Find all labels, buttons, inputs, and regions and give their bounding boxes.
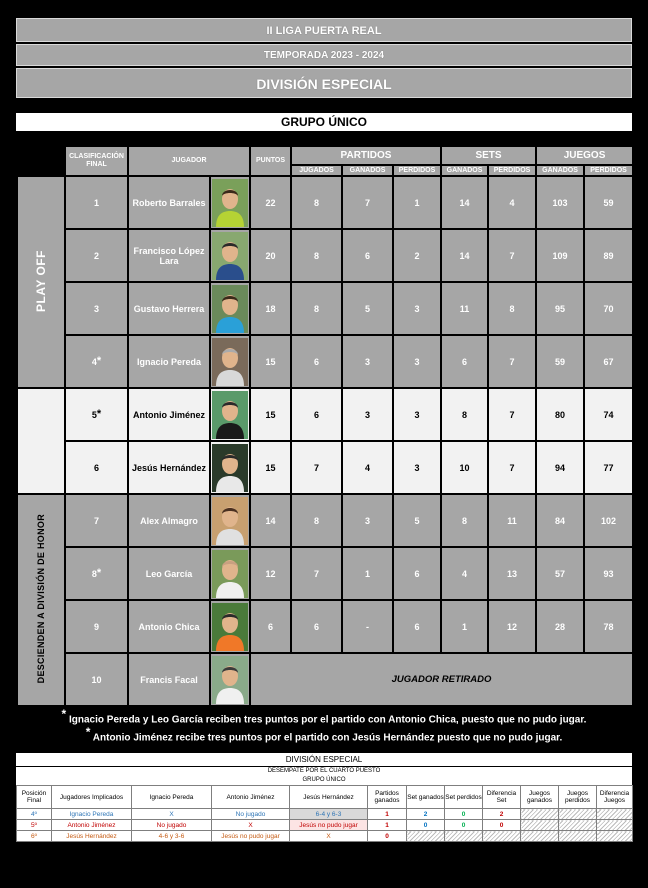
- header-partidos: PARTIDOS: [291, 146, 441, 165]
- table-row: [17, 388, 633, 441]
- note-jimenez: * Antonio Jiménez recibe tres puntos por el partido con Jesús Hernández puesto que no pudo jugar.: [85, 725, 563, 744]
- tiebreak-header: Jesús Hernández: [290, 786, 368, 809]
- header-sets: SETS: [441, 146, 536, 165]
- stat-points: 18: [250, 282, 291, 335]
- tiebreak-player: Antonio Jiménez: [52, 820, 132, 831]
- footnote-star: *: [96, 566, 102, 579]
- player-avatar: [212, 497, 248, 545]
- position-cell: [65, 229, 128, 282]
- tiebreak-empty: [597, 809, 633, 820]
- playoff-section-label: [17, 176, 65, 388]
- stat-sg: 11: [441, 282, 488, 335]
- tiebreak-header: Ignacio Pereda: [132, 786, 212, 809]
- stat-pp: 3: [393, 335, 441, 388]
- header-sets-perdidos: PERDIDOS: [488, 165, 536, 176]
- stat-jp: 70: [584, 282, 633, 335]
- tiebreak-pg: 1: [368, 820, 407, 831]
- stat-pp: 3: [393, 282, 441, 335]
- stat-pj: 8: [291, 494, 342, 547]
- player-name: Roberto Barrales: [128, 176, 210, 229]
- position-cell: [65, 441, 128, 494]
- tiebreak-group: GRUPO ÚNICO: [302, 777, 346, 783]
- tiebreak-ds: [483, 831, 521, 842]
- position-cell: [65, 176, 128, 229]
- league-title: II LIGA PUERTA REAL: [16, 18, 632, 42]
- player-avatar: [212, 444, 248, 492]
- tiebreak-player: Ignacio Pereda: [52, 809, 132, 820]
- stat-pj: 6: [291, 388, 342, 441]
- tiebreak-header: Partidos ganados: [368, 786, 407, 809]
- header-jugados: JUGADOS: [291, 165, 342, 176]
- tiebreak-vs_jh: 6-4 y 6-3: [290, 809, 368, 820]
- tiebreak-ds: 2: [483, 809, 521, 820]
- header-perdidos: PERDIDOS: [393, 165, 441, 176]
- position-cell: [65, 600, 128, 653]
- stat-jp: 102: [584, 494, 633, 547]
- tiebreak-empty: [597, 831, 633, 842]
- tiebreak-ds: 0: [483, 820, 521, 831]
- tiebreak-empty: [597, 820, 633, 831]
- stat-sg: 14: [441, 176, 488, 229]
- tiebreak-empty: [521, 809, 559, 820]
- tiebreak-subtitle: DESEMPATE POR EL CUARTO PUESTO: [267, 768, 381, 774]
- stat-pj: 8: [291, 282, 342, 335]
- tiebreak-header: Diferencia Set: [483, 786, 521, 809]
- tiebreak-row: [17, 809, 633, 820]
- position-cell: [65, 547, 128, 600]
- stat-jp: 93: [584, 547, 633, 600]
- stat-sp: 7: [488, 335, 536, 388]
- stat-points: 20: [250, 229, 291, 282]
- player-name: Leo García: [128, 547, 210, 600]
- header-clasificacion: CLASIFICACIÓN FINAL: [65, 146, 128, 176]
- stat-pp: 5: [393, 494, 441, 547]
- stat-sg: 8: [441, 388, 488, 441]
- player-photo: [210, 229, 250, 282]
- player-photo: [210, 600, 250, 653]
- stat-pp: 3: [393, 388, 441, 441]
- player-photo: [210, 547, 250, 600]
- stat-pp: 6: [393, 600, 441, 653]
- position-value: 3: [93, 303, 99, 314]
- tiebreak-row: [17, 820, 633, 831]
- tiebreak-vs_ip: 4-6 y 3-6: [132, 831, 212, 842]
- tiebreak-pos: 5º: [17, 820, 52, 831]
- stat-pg: 3: [342, 388, 393, 441]
- stat-sg: 4: [441, 547, 488, 600]
- stat-pg: 7: [342, 176, 393, 229]
- stat-sp: 4: [488, 176, 536, 229]
- player-name: Alex Almagro: [128, 494, 210, 547]
- relegation-section-label: [17, 494, 65, 706]
- tiebreak-sg: 2: [407, 809, 445, 820]
- footnote-star: *: [96, 354, 102, 367]
- stat-jg: 84: [536, 494, 584, 547]
- stat-pj: 7: [291, 547, 342, 600]
- tiebreak-vs_jh: X: [290, 831, 368, 842]
- player-avatar: [212, 550, 248, 598]
- stat-sp: 11: [488, 494, 536, 547]
- stat-jg: 28: [536, 600, 584, 653]
- position-value: 9: [93, 621, 99, 632]
- stat-pp: 1: [393, 176, 441, 229]
- table-row: [17, 547, 633, 600]
- stat-jg: 94: [536, 441, 584, 494]
- stat-jp: 77: [584, 441, 633, 494]
- table-row: [17, 441, 633, 494]
- tiebreak-table: [16, 785, 633, 842]
- player-name: Antonio Chica: [128, 600, 210, 653]
- relegation-label: DESCIENDEN A DIVISIÓN DE HONOR: [36, 514, 46, 684]
- stat-pj: 8: [291, 229, 342, 282]
- stat-pj: 8: [291, 176, 342, 229]
- stat-points: 12: [250, 547, 291, 600]
- tiebreak-empty: [559, 809, 597, 820]
- player-photo: [210, 176, 250, 229]
- stat-points: 15: [250, 441, 291, 494]
- stat-points: 6: [250, 600, 291, 653]
- stat-sg: 14: [441, 229, 488, 282]
- season-title: TEMPORADA 2023 - 2024: [16, 44, 632, 66]
- player-photo: [210, 282, 250, 335]
- stat-jg: 80: [536, 388, 584, 441]
- tiebreak-title: DIVISIÓN ESPECIAL: [16, 753, 632, 767]
- tiebreak-pg: 0: [368, 831, 407, 842]
- tiebreak-header: Set perdidos: [445, 786, 483, 809]
- stat-pg: 5: [342, 282, 393, 335]
- header-sets-ganados: GANADOS: [441, 165, 488, 176]
- stat-sp: 7: [488, 229, 536, 282]
- stat-points: 14: [250, 494, 291, 547]
- stat-pp: 3: [393, 441, 441, 494]
- stat-sp: 12: [488, 600, 536, 653]
- header-puntos: PUNTOS: [250, 146, 291, 176]
- player-name: Gustavo Herrera: [128, 282, 210, 335]
- tiebreak-pg: 1: [368, 809, 407, 820]
- stat-jp: 67: [584, 335, 633, 388]
- stat-pj: 6: [291, 600, 342, 653]
- position-value: 8: [91, 568, 97, 579]
- tiebreak-vs_aj: X: [212, 820, 290, 831]
- player-avatar: [212, 656, 248, 704]
- tiebreak-vs_jh: Jesús no pudo jugar: [290, 820, 368, 831]
- header-ganados: GANADOS: [342, 165, 393, 176]
- stat-jp: 74: [584, 388, 633, 441]
- neutral-section: [17, 388, 65, 494]
- tiebreak-panel: [16, 753, 632, 842]
- tiebreak-header: Set ganados: [407, 786, 445, 809]
- header-juegos-perdidos: PERDIDOS: [584, 165, 633, 176]
- player-photo: [210, 335, 250, 388]
- player-photo: [210, 441, 250, 494]
- stat-pp: 2: [393, 229, 441, 282]
- tiebreak-header: Antonio Jiménez: [212, 786, 290, 809]
- stat-sp: 13: [488, 547, 536, 600]
- position-value: 4: [91, 356, 97, 367]
- stat-pp: 6: [393, 547, 441, 600]
- tiebreak-row: [17, 831, 633, 842]
- note-pereda-garcia: * Ignacio Pereda y Leo García reciben tres puntos por el partido con Antonio Chica, puesto que no pudo jugar.: [61, 707, 587, 726]
- standings-table: [16, 145, 634, 707]
- table-row: [17, 600, 633, 653]
- player-name: Francisco López Lara: [128, 229, 210, 282]
- stat-sp: 7: [488, 441, 536, 494]
- tiebreak-header: Juegos ganados: [521, 786, 559, 809]
- tiebreak-vs_aj: Jesús no pudo jugar: [212, 831, 290, 842]
- stat-jg: 59: [536, 335, 584, 388]
- stat-pg: 1: [342, 547, 393, 600]
- tiebreak-sp: 0: [445, 820, 483, 831]
- tiebreak-empty: [559, 820, 597, 831]
- stat-sg: 10: [441, 441, 488, 494]
- stat-jp: 78: [584, 600, 633, 653]
- player-avatar: [212, 603, 248, 651]
- stat-pg: 4: [342, 441, 393, 494]
- header-juegos: JUEGOS: [536, 146, 633, 165]
- stat-points: 22: [250, 176, 291, 229]
- stat-jp: 89: [584, 229, 633, 282]
- stat-points: 15: [250, 388, 291, 441]
- tiebreak-sg: [407, 831, 445, 842]
- tiebreak-pos: 6º: [17, 831, 52, 842]
- player-name: Ignacio Pereda: [128, 335, 210, 388]
- stat-sg: 1: [441, 600, 488, 653]
- stat-pj: 6: [291, 335, 342, 388]
- position-cell: [65, 494, 128, 547]
- tiebreak-player: Jesús Hernández: [52, 831, 132, 842]
- retired-status: [250, 653, 633, 706]
- position-value: 2: [93, 250, 99, 261]
- stat-jp: 59: [584, 176, 633, 229]
- player-name: Francis Facal: [128, 653, 210, 706]
- tiebreak-vs_ip: X: [132, 809, 212, 820]
- tiebreak-empty: [521, 820, 559, 831]
- table-row: [17, 176, 633, 229]
- footnote-star: *: [96, 407, 102, 420]
- position-value: 6: [93, 462, 99, 473]
- position-value: 5: [91, 409, 97, 420]
- player-avatar: [212, 338, 248, 386]
- table-row: [17, 653, 633, 706]
- tiebreak-vs_aj: No jugado: [212, 809, 290, 820]
- position-value: 10: [91, 674, 102, 685]
- retired-label: JUGADOR RETIRADO: [391, 674, 492, 685]
- player-avatar: [212, 391, 248, 439]
- header-juegos-ganados: GANADOS: [536, 165, 584, 176]
- player-name: Jesús Hernández: [128, 441, 210, 494]
- tiebreak-empty: [559, 831, 597, 842]
- player-avatar: [212, 179, 248, 227]
- stat-sg: 8: [441, 494, 488, 547]
- tiebreak-header: Juegos perdidos: [559, 786, 597, 809]
- tiebreak-empty: [521, 831, 559, 842]
- stat-jg: 95: [536, 282, 584, 335]
- position-value: 1: [93, 197, 99, 208]
- table-row: [17, 335, 633, 388]
- stat-pg: -: [342, 600, 393, 653]
- stat-points: 15: [250, 335, 291, 388]
- stat-sg: 6: [441, 335, 488, 388]
- table-row: [17, 494, 633, 547]
- tiebreak-sg: 0: [407, 820, 445, 831]
- player-photo: [210, 653, 250, 706]
- header-jugador: JUGADOR: [128, 146, 250, 176]
- player-avatar: [212, 232, 248, 280]
- table-row: [17, 229, 633, 282]
- stat-sp: 8: [488, 282, 536, 335]
- tiebreak-sp: 0: [445, 809, 483, 820]
- group-title: GRUPO ÚNICO: [16, 113, 632, 131]
- tiebreak-vs_ip: No jugado: [132, 820, 212, 831]
- stat-pg: 6: [342, 229, 393, 282]
- stat-sp: 7: [488, 388, 536, 441]
- player-name: Antonio Jiménez: [128, 388, 210, 441]
- tiebreak-sp: [445, 831, 483, 842]
- position-cell: [65, 335, 128, 388]
- playoff-label: PLAY OFF: [34, 249, 48, 312]
- stat-jg: 57: [536, 547, 584, 600]
- stat-jg: 103: [536, 176, 584, 229]
- division-title: DIVISIÓN ESPECIAL: [16, 68, 632, 98]
- position-cell: [65, 388, 128, 441]
- player-avatar: [212, 285, 248, 333]
- player-photo: [210, 494, 250, 547]
- position-cell: [65, 653, 128, 706]
- player-photo: [210, 388, 250, 441]
- table-row: [17, 282, 633, 335]
- stat-pg: 3: [342, 494, 393, 547]
- position-value: 7: [93, 515, 99, 526]
- tiebreak-header: Posición Final: [17, 786, 52, 809]
- stat-jg: 109: [536, 229, 584, 282]
- position-cell: [65, 282, 128, 335]
- stat-pg: 3: [342, 335, 393, 388]
- tiebreak-header: Diferencia Juegos: [597, 786, 633, 809]
- tiebreak-pos: 4º: [17, 809, 52, 820]
- stat-pj: 7: [291, 441, 342, 494]
- tiebreak-header: Jugadores Implicados: [52, 786, 132, 809]
